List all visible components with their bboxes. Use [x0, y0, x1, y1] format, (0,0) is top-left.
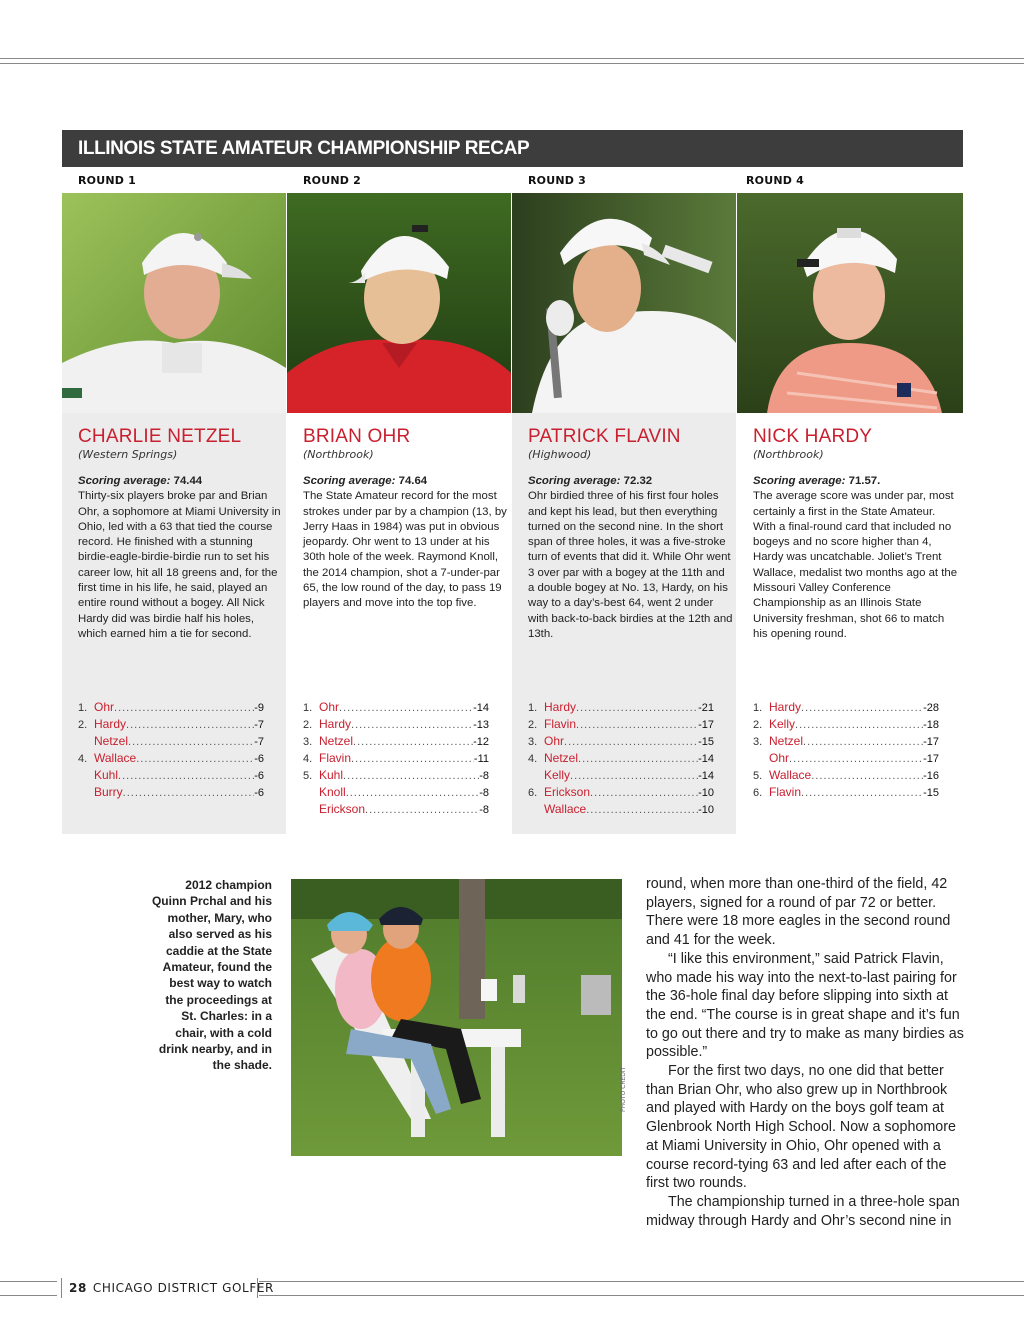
scoring-average-label: Scoring average: [303, 475, 396, 487]
leaderboard-row: 2. Kelly ..... -18 [753, 716, 939, 733]
round-summary [528, 474, 734, 642]
scoring-average-label: Scoring average: [528, 475, 621, 487]
leaderboard-row: 5. Kuhl ..... -8 [303, 767, 489, 784]
round-summary-text: The average score was under par, most certainly a first in the State Amateur. With a final-round card that included no bogeys and no score higher than 4, Hardy was uncatchable. Joliet’s Trent Wallace, medalist two months ago at the Missouri Valley Conference Championship as an Illinois State University freshman, shot 66 to match his opening round. [753, 490, 958, 640]
leaderboard [78, 699, 264, 801]
round-summary [78, 474, 284, 642]
leaderboard [753, 699, 939, 801]
leaderboard-row: 3. Netzel ..... -12 [303, 733, 489, 750]
player-photo-ohr [287, 193, 511, 413]
round-summary-text: Ohr birdied three of his first four holes and kept his lead, but then everything turned on the second nine. In the short span of three holes, it was a five-stroke turn of events that did it. While Ohr went 3 over par with a bogey at the 11th and a double bogey at No. 13, Hardy, on his way to a day’s-best 64, went 2 under with back-to-back birdies at the 12th and 13th. [528, 490, 733, 640]
leaderboard-row: 1. Ohr ..... -9 [78, 699, 264, 716]
leaderboard-row: 2. Flavin ..... -17 [528, 716, 714, 733]
leaderboard-row: Ohr ..... -17 [753, 750, 939, 767]
leaderboard-row: 4. Netzel ..... -14 [528, 750, 714, 767]
footer-rule [0, 1295, 57, 1296]
player-name: BRIAN OHR [303, 426, 411, 447]
round-1-column [62, 193, 286, 834]
photo-credit: PHOTO CREDIT [620, 1066, 627, 1112]
photo-caption: 2012 champion Quinn Prchal and his mother, Mary, who also served as his caddie at the State Amateur, found the best way to watch the proceedings at St. Charles: in a chair, with a cold drink nearby, and in the shade. [151, 878, 272, 1073]
leaderboard [528, 699, 714, 818]
scoring-average-label: Scoring average: [78, 475, 171, 487]
leaderboard-row: 3. Ohr ..... -15 [528, 733, 714, 750]
leaderboard-row: 2. Hardy ..... -13 [303, 716, 489, 733]
leaderboard-row: 1. Hardy ..... -28 [753, 699, 939, 716]
leaderboard-row: 1. Hardy ..... -21 [528, 699, 714, 716]
round-summary [303, 474, 509, 612]
round-3-column [512, 193, 736, 834]
player-photo-netzel [62, 193, 286, 413]
article-body [646, 875, 966, 1230]
leaderboard-row: Wallace ..... -10 [528, 801, 714, 818]
player-name: PATRICK FLAVIN [528, 426, 681, 447]
leaderboard-row: 6. Flavin ..... -15 [753, 784, 939, 801]
leaderboard-row: Netzel ..... -7 [78, 733, 264, 750]
leaderboard-row: 1. Ohr ..... -14 [303, 699, 489, 716]
leaderboard-row: 5. Wallace ..... -16 [753, 767, 939, 784]
round-4-label: ROUND 4 [746, 174, 804, 187]
round-1-label: ROUND 1 [78, 174, 136, 187]
footer-rule [259, 1295, 1024, 1296]
round-2-column [287, 193, 511, 834]
footer-divider [61, 1278, 62, 1298]
top-rule [0, 58, 1024, 59]
page-number: 28 [69, 1281, 87, 1295]
player-photo-flavin [512, 193, 736, 413]
leaderboard-row: Erickson ..... -8 [303, 801, 489, 818]
section-banner [62, 130, 963, 167]
player-hometown: (Highwood) [528, 448, 592, 461]
scoring-average-value: 74.44 [173, 475, 203, 487]
round-summary-text: The State Amateur record for the most strokes under par by a champion (13, by Jerry Haas in 1984) was put in obvious jeopardy. Ohr went to 13 under at his 30th hole of the week. Raymond Knoll, the 2014 champion, shot a 7-under-par 65, the low round of the day, to pass 19 players and move into the top five. [303, 490, 507, 610]
article-paragraph: For the first two days, no one did that better than Brian Ohr, who also grew up in Northbrook and played with Hardy on the boys golf team at Glenbrook North High School. Now a sophomore at Miami University in Ohio, Ohr opened with a course record-tying 63 and led after each of the first two rounds. [646, 1063, 956, 1192]
leaderboard-row: 4. Wallace ..... -6 [78, 750, 264, 767]
folio [69, 1281, 274, 1295]
top-rule [0, 63, 1024, 64]
scoring-average-label: Scoring average: [753, 475, 846, 487]
scoring-average-value: 72.32 [623, 475, 653, 487]
player-name: CHARLIE NETZEL [78, 426, 242, 447]
article-paragraph: The championship turned in a three-hole span midway through Hardy and Ohr’s second nine in [646, 1193, 960, 1229]
leaderboard [303, 699, 489, 818]
leaderboard-row: Kelly ..... -14 [528, 767, 714, 784]
footer-rule [259, 1281, 1024, 1282]
player-photo-hardy [737, 193, 963, 413]
article-paragraph: “I like this environment,” said Patrick Flavin, who made his way into the next-to-last pairing for the 36-hole final day before slipping into sixth at the end. “The course is in great shape and it’s fun to go out there and try to make as many birdies as possible.” [646, 950, 964, 1061]
footer-rule [0, 1281, 57, 1282]
publication-name: CHICAGO DISTRICT GOLFER [92, 1281, 274, 1295]
leaderboard-row: 2. Hardy ..... -7 [78, 716, 264, 733]
leaderboard-row: Knoll ..... -8 [303, 784, 489, 801]
scoring-average-value: 74.64 [398, 475, 428, 487]
player-hometown: (Western Springs) [78, 448, 178, 461]
article-paragraph: round, when more than one-third of the field, 42 players, signed for a round of par 72 or better. There were 18 more eagles in the second round and 41 for the week. [646, 876, 951, 949]
player-name: NICK HARDY [753, 426, 873, 447]
leaderboard-row: Burry ..... -6 [78, 784, 264, 801]
leaderboard-row: 3. Netzel ..... -17 [753, 733, 939, 750]
scoring-average-value: 71.57. [848, 475, 881, 487]
page-title: ILLINOIS STATE AMATEUR CHAMPIONSHIP RECAP [78, 138, 530, 159]
leaderboard-row: Kuhl ..... -6 [78, 767, 264, 784]
leaderboard-row: 4. Flavin ..... -11 [303, 750, 489, 767]
spectators-photo [291, 879, 622, 1156]
round-summary-text: Thirty-six players broke par and Brian Ohr, a sophomore at Miami University in Ohio, led with a 63 that tied the course record. He finished with a stunning birdie-eagle-birdie-birdie run to set his career low, hit all 18 greens and, for the first time in his life, he said, played an entire round without a bogey. All Nick Hardy did was birdie half his holes, which earned him a tie for second. [78, 490, 281, 640]
player-hometown: (Northbrook) [753, 448, 824, 461]
round-4-column [737, 193, 963, 834]
round-3-label: ROUND 3 [528, 174, 586, 187]
round-2-label: ROUND 2 [303, 174, 361, 187]
round-summary [753, 474, 959, 642]
leaderboard-row: 6. Erickson ..... -10 [528, 784, 714, 801]
player-hometown: (Northbrook) [303, 448, 374, 461]
